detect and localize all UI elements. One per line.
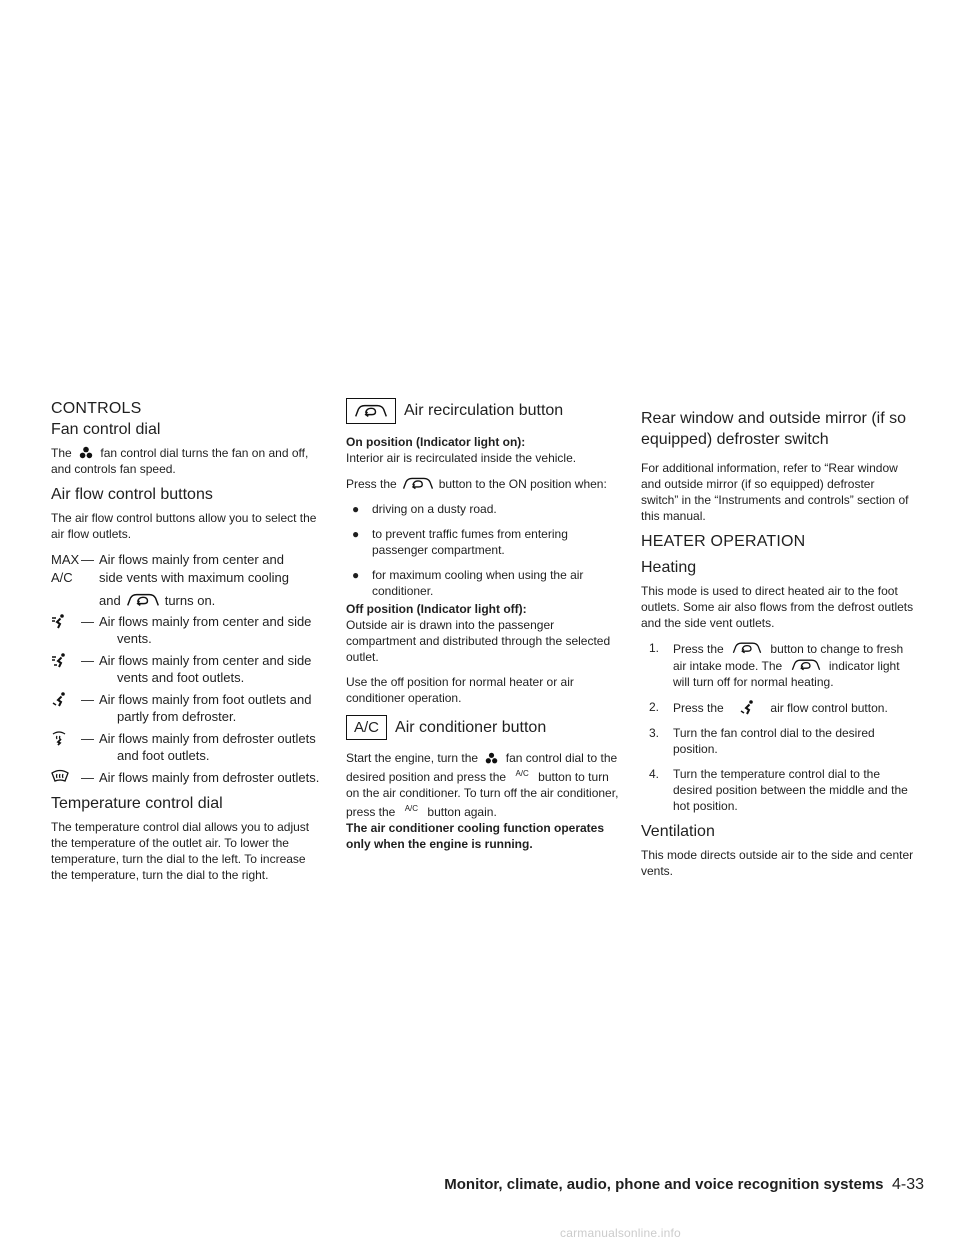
mode-and-text: and [99, 592, 121, 608]
recirculation-icon [125, 591, 161, 609]
defrost-foot-mode-icon [51, 730, 81, 764]
ac-warning: The air conditioner cooling function operates only when the engine is running. [346, 821, 605, 851]
bullet-dot: ● [352, 568, 360, 582]
fan-control-paragraph [51, 445, 325, 477]
press-post-text: button to the ON position when: [438, 476, 607, 491]
step-3 [641, 725, 915, 757]
rear-defroster-heading: Rear window and outside mirror (if so equipped) defroster switch [641, 410, 906, 448]
mode-text: Air flows mainly from foot outlets and partly from defroster. [99, 692, 312, 724]
step-text [673, 699, 888, 716]
mode-dash: — [81, 653, 94, 668]
mode-text: Air flows mainly from center and side vents and foot outlets. [99, 653, 312, 685]
ac-text-3: button to turn on the air conditioner. To turn off the air conditioner, press the [346, 770, 619, 819]
mode-dash: — [81, 552, 94, 567]
press-recirc-paragraph [346, 475, 620, 492]
ac-heading-row [346, 715, 620, 740]
list-item [346, 567, 620, 599]
mode-bilevel [51, 652, 325, 686]
press-pre-text: Press the [346, 476, 397, 491]
off-position-text: Outside air is drawn into the passenger compartment and distributed through the selected outlet. [346, 618, 611, 664]
on-position-title: On position (Indicator light on): [346, 435, 526, 449]
fan-post-text: fan control dial turns the fan on and off, and controls fan speed. [51, 446, 309, 476]
column-3 [641, 405, 915, 888]
step-2 [641, 699, 915, 716]
step-post-text: air flow control button. [770, 701, 888, 715]
mode-defrost [51, 769, 325, 786]
bilevel-mode-icon [51, 652, 81, 686]
defrost-mode-icon [51, 769, 81, 786]
recirculation-icon [731, 640, 763, 656]
step-number: 3. [649, 726, 660, 740]
ac-paragraph [346, 750, 620, 820]
bullet-text: driving on a dusty road. [372, 502, 497, 516]
foot-mode-icon [51, 691, 81, 725]
step-number: 2. [649, 700, 660, 714]
step-mid-text: button to change to fresh air intake mode. The [673, 642, 904, 673]
mode-text: Air flows mainly from defroster outlets and foot outlets. [99, 731, 316, 763]
on-position-text: Interior air is recirculated inside the vehicle. [346, 451, 577, 465]
mode-max-ac-line-1 [51, 551, 325, 568]
air-flow-heading: Air flow control buttons [51, 486, 213, 503]
recirculation-icon [346, 398, 396, 424]
recirculation-heading: Air recirculation button [404, 402, 564, 419]
mode-text [99, 591, 325, 609]
list-item [346, 501, 620, 517]
mode-max-ac-line-2 [51, 569, 325, 586]
fan-pre-text: The [51, 446, 72, 460]
mode-text: Air flows mainly from center and side vents. [99, 614, 312, 646]
heating-text: This mode is used to direct heated air to the foot outlets. Some air also flows from the defrost outlets and the side vent outlets. [641, 584, 914, 630]
fan-icon [485, 752, 498, 765]
bullet-dot: ● [352, 502, 360, 516]
fan-control-dial-heading: Fan control dial [51, 421, 161, 438]
foot-mode-icon [739, 699, 755, 715]
mode-dash [81, 569, 99, 586]
air-flow-intro: The air flow control buttons allow you to select the air flow outlets. [51, 511, 317, 541]
recirculation-icon [401, 475, 435, 492]
ac-heading: Air conditioner button [395, 718, 547, 736]
mode-turns-on-text: turns on. [164, 592, 216, 608]
ac-text-4: button again. [427, 805, 497, 819]
footer-title: Monitor, climate, audio, phone and voice recognition systems [444, 1176, 884, 1193]
ac-text-1: Start the engine, turn the [346, 751, 479, 765]
controls-heading: CONTROLS [51, 400, 142, 417]
temperature-heading: Temperature control dial [51, 795, 223, 812]
mode-text: Air flows mainly from center and [99, 552, 284, 567]
watermark: carmanualsonline.info [560, 1226, 681, 1240]
recirculation-heading-row [346, 398, 620, 424]
ac-icon-label: A/C [354, 719, 380, 736]
mode-max-ac-line-3 [51, 591, 325, 609]
column-2 [346, 398, 620, 852]
step-post-text: indicator light will turn off for normal heating. [673, 659, 900, 689]
list-item [346, 526, 620, 558]
mode-defrost-foot [51, 730, 325, 764]
bullet-text: to prevent traffic fumes from entering passenger compartment. [372, 527, 568, 557]
step-text [673, 640, 915, 690]
ac-small-icon: A/C [404, 804, 419, 813]
mode-text: Air flows mainly from defroster outlets. [99, 770, 320, 785]
step-text: Turn the temperature control dial to the desired position between the middle and the hot position. [673, 767, 908, 813]
page-footer [424, 1176, 924, 1194]
mode-dash: — [81, 614, 94, 629]
bullet-text: for maximum cooling when using the air conditioner. [372, 568, 584, 598]
rear-defroster-text: For additional information, refer to “Rear window and outside mirror (if so equipped) defroster switch” in the “Instruments and controls” section of this manual. [641, 461, 909, 523]
step-4 [641, 766, 915, 814]
page-number: 4-33 [891, 1176, 924, 1193]
mode-dash: — [81, 692, 94, 707]
step-number: 4. [649, 767, 660, 781]
step-pre-text: Press the [673, 642, 724, 656]
ventilation-text: This mode directs outside air to the side and center vents. [641, 848, 914, 878]
recirculation-icon [790, 657, 822, 673]
off-position-title: Off position (Indicator light off): [346, 602, 527, 616]
heating-heading: Heating [641, 559, 697, 576]
mode-dash [81, 591, 99, 609]
mode-text: side vents with maximum cooling [99, 570, 290, 585]
mode-key: A/C [51, 570, 73, 585]
step-number: 1. [649, 641, 660, 655]
bullet-dot: ● [352, 527, 360, 541]
mode-key [51, 591, 81, 609]
heater-operation-heading: HEATER OPERATION [641, 533, 806, 550]
fan-icon [79, 446, 93, 460]
ac-small-icon: A/C [515, 769, 529, 778]
mode-dash: — [81, 731, 94, 746]
vent-mode-icon [51, 613, 81, 647]
step-1 [641, 640, 915, 690]
ventilation-heading: Ventilation [641, 823, 715, 840]
temperature-paragraph: The temperature control dial allows you to adjust the temperature of the outlet air. To lower the temperature, turn the dial to the left. To increase the temperature, turn the dial to the right. [51, 820, 310, 882]
mode-vent [51, 613, 325, 647]
step-text: Turn the fan control dial to the desired position. [673, 726, 875, 756]
use-off-text: Use the off position for normal heater or air conditioner operation. [346, 675, 574, 705]
column-1 [51, 400, 325, 892]
ac-text-2: fan control dial to the desired position and press the [346, 751, 618, 784]
ac-button-icon [346, 715, 387, 740]
mode-key: MAX [51, 552, 80, 567]
mode-foot [51, 691, 325, 725]
step-pre-text: Press the [673, 701, 724, 715]
mode-dash: — [81, 770, 94, 785]
